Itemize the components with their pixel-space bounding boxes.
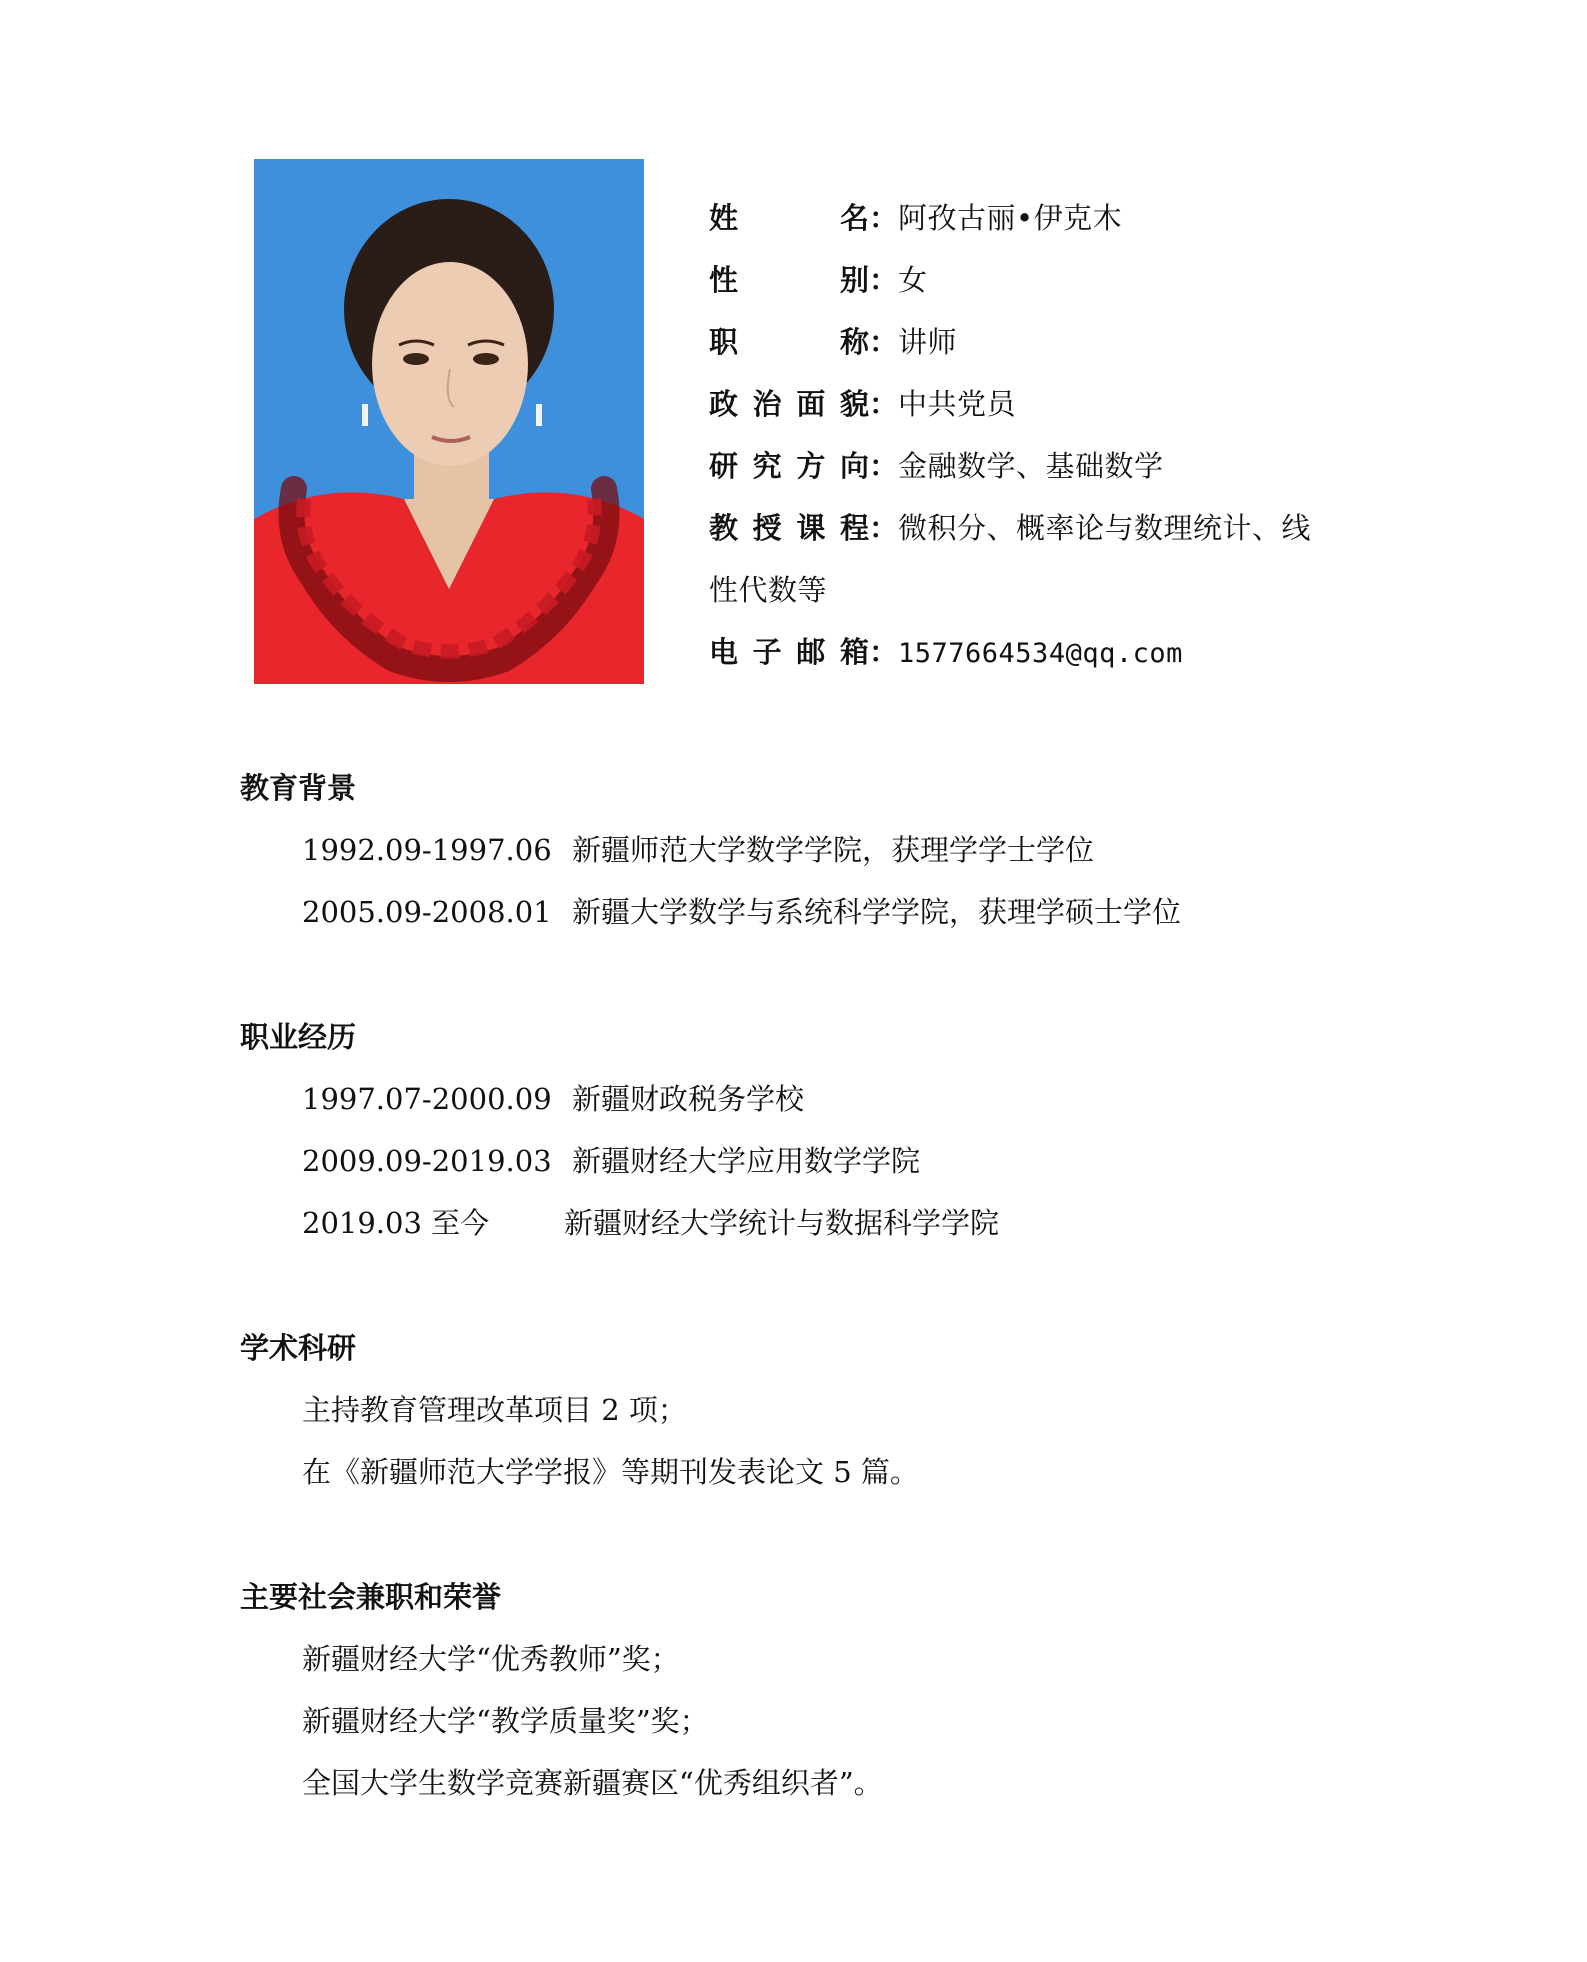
- field-title: [709, 311, 1349, 373]
- title-value: 讲师: [898, 325, 958, 359]
- career-date: 2009.09-2019.03: [302, 1144, 552, 1178]
- research-colon: ：: [869, 449, 899, 483]
- education-desc: 新疆师范大学数学学院，获理学学士学位: [572, 833, 1095, 867]
- career-item: [240, 1192, 1340, 1254]
- career-desc: 新疆财政税务学校: [572, 1082, 805, 1116]
- field-courses: [709, 497, 1349, 621]
- portrait-illustration: [254, 159, 644, 684]
- name-value: 阿孜古丽•伊克木: [898, 201, 1123, 235]
- career-desc: 新疆财经大学统计与数据科学学院: [564, 1206, 1000, 1240]
- research-label: 研究方向: [709, 449, 869, 483]
- title-colon: ：: [869, 325, 899, 359]
- party-colon: ：: [869, 387, 899, 421]
- email-colon: ：: [869, 635, 899, 669]
- honors-heading: 主要社会兼职和荣誉: [240, 1580, 502, 1614]
- gender-colon: ：: [869, 263, 899, 297]
- career-heading: 职业经历: [240, 1020, 357, 1054]
- portrait-photo: [254, 159, 644, 684]
- field-name: [709, 187, 1349, 249]
- education-section: [240, 757, 1340, 943]
- research-value: 金融数学、基础数学: [898, 449, 1164, 483]
- honors-item: 新疆财经大学“优秀教师”奖；: [302, 1642, 680, 1676]
- career-desc: 新疆财经大学应用数学学院: [572, 1144, 921, 1178]
- education-item: [240, 881, 1340, 943]
- honors-item: 新疆财经大学“教学质量奖”奖；: [302, 1704, 709, 1738]
- research-heading: 学术科研: [240, 1331, 357, 1365]
- email-value: 1577664534@qq.com: [898, 638, 1183, 669]
- name-label: 姓 名: [709, 201, 869, 235]
- field-email: [709, 621, 1349, 683]
- career-item: [240, 1130, 1340, 1192]
- education-desc: 新疆大学数学与系统科学学院，获理学硕士学位: [572, 895, 1182, 929]
- career-date: 2019.03 至今: [302, 1206, 490, 1240]
- courses-label: 教授课程: [709, 511, 869, 545]
- honors-item: 全国大学生数学竞赛新疆赛区“优秀组织者”。: [302, 1766, 883, 1800]
- education-heading: 教育背景: [240, 771, 357, 805]
- email-label: 电子邮箱: [709, 635, 869, 669]
- education-date: 1992.09-1997.06: [302, 833, 552, 867]
- research-item: 在《新疆师范大学学报》等期刊发表论文 5 篇。: [302, 1455, 919, 1489]
- field-research: [709, 435, 1349, 497]
- research-section: [240, 1317, 1340, 1503]
- honors-section: [240, 1566, 1340, 1814]
- education-date: 2005.09-2008.01: [302, 895, 552, 929]
- gender-value: 女: [898, 263, 928, 297]
- party-value: 中共党员: [898, 387, 1017, 421]
- career-section: [240, 1006, 1340, 1254]
- field-party: [709, 373, 1349, 435]
- education-item: [240, 819, 1340, 881]
- courses-value-line2: 性代数等: [709, 573, 828, 607]
- research-item: 主持教育管理改革项目 2 项；: [302, 1393, 687, 1427]
- party-label: 政治面貌: [709, 387, 869, 421]
- courses-colon: ：: [869, 511, 899, 545]
- name-colon: ：: [869, 201, 899, 235]
- profile-info: [709, 187, 1349, 683]
- field-gender: [709, 249, 1349, 311]
- courses-value-line1: 微积分、概率论与数理统计、线: [898, 511, 1312, 545]
- gender-label: 性 别: [709, 263, 869, 297]
- career-date: 1997.07-2000.09: [302, 1082, 552, 1116]
- career-item: [240, 1068, 1340, 1130]
- title-label: 职 称: [709, 325, 869, 359]
